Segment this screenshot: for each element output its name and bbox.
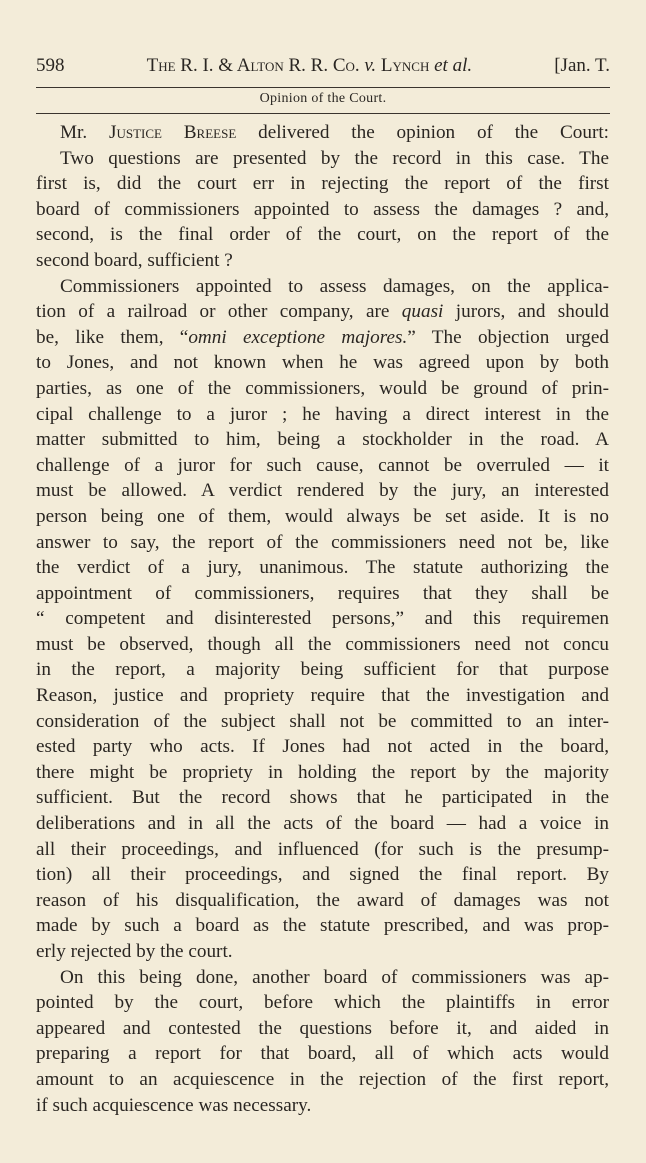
text-line: the verdict of a jury, unanimous. The statute authorizing the [36,557,609,579]
case-title-v: v. [359,55,381,76]
running-head [36,54,610,78]
text-line: must be allowed. A verdict rendered by the jury, an interested [36,480,609,502]
case-title-defendant: Lynch [380,55,430,76]
opening-rest: delivered the opinion of the Court: [236,122,609,143]
opening-prefix: Mr. [60,122,109,143]
opinion-text [36,120,609,1118]
text-line: appointment of commissioners, requires that they shall be [36,582,609,604]
text-line-part: be, like them, “ [36,326,189,348]
latin-phrase: omni exceptione majores. [188,326,408,348]
judge-name: Justice Breese [109,122,237,143]
text-line [36,299,609,325]
text-line: to Jones, and not known when he was agreed upon by both [36,352,609,374]
text-line: in the report, a majority being sufficient for that purpose [36,659,609,681]
text-line: preparing a report for that board, all of which acts would [36,1043,609,1065]
text-line: all their proceedings, and influenced (for such is the presump- [36,838,609,860]
text-line: second board, sufficient ? [36,249,233,271]
text-line: challenge of a juror for such cause, cannot be overruled — it [36,454,609,476]
text-line: parties, as one of the commissioners, would be ground of prin- [36,377,609,399]
text-line-part: ” The objection urged [407,326,610,348]
text-line: cipal challenge to a juror ; he having a direct interest in the [36,403,609,425]
case-title-prefix: The [146,55,181,76]
text-line: board of commissioners appointed to assess the damages ? and, [36,198,609,220]
text-line: reason of his disqualification, the award of damages was not [36,889,609,911]
text-line: second, is the final order of the court, on the report of the [36,224,609,246]
quasi-term: quasi [401,301,444,323]
text-line-part: tion of a railroad or other company, are [36,301,402,323]
text-line: Reason, justice and propriety require that the investigation and [36,685,609,707]
case-title-etal: et al. [434,55,473,76]
text-line: must be observed, though all the commissioners need not concu [36,633,609,655]
text-line: On this being done, another board of commissioners was ap- [60,966,609,988]
text-line: “ competent and disinterested persons,” and this requiremen [36,608,609,630]
text-line: consideration of the subject shall not be committed to an inter- [36,710,609,732]
text-line-part: jurors, and should [443,301,609,323]
term-label: [Jan. T. [554,55,610,76]
text-line: tion) all their proceedings, and signed the final report. By [36,864,609,886]
text-line: first is, did the court err in rejecting the report of the first [36,173,609,195]
text-line: answer to say, the report of the commissioners need not be, like [36,531,609,553]
text-line: if such acquiescence was necessary. [36,1094,312,1116]
page-number: 598 [36,55,65,76]
text-line: person being one of them, would always be set aside. It is no [36,505,609,527]
text-line: deliberations and in all the acts of the board — had a voice in [36,813,609,835]
text-line: matter submitted to him, being a stockholder in the road. A [36,429,609,451]
section-label: Opinion of the Court. [259,91,387,106]
text-line: sufficient. But the record shows that he participated in the [36,787,609,809]
text-line: erly rejected by the court. [36,941,233,962]
opinion-opening [36,120,609,146]
text-line [36,325,609,351]
case-title [147,54,473,78]
text-line: pointed by the court, before which the plaintiffs in error [36,992,609,1014]
section-rule [36,113,610,114]
text-line: Commissioners appointed to assess damages, on the applica- [60,275,609,297]
case-title-parties: R. I. & Alton R. R. Co. [180,55,360,76]
text-line: ested party who acts. If Jones had not acted in the board, [36,736,609,758]
text-line: Two questions are presented by the record in this case. The [60,147,609,169]
header-rule [36,87,610,88]
text-line: made by such a board as the statute prescribed, and was prop- [36,915,609,937]
text-line: amount to an acquiescence in the rejection of the first report, [36,1068,609,1090]
text-line: appeared and contested the questions before it, and aided in [36,1017,609,1039]
text-line: there might be propriety in holding the report by the majority [36,761,609,783]
